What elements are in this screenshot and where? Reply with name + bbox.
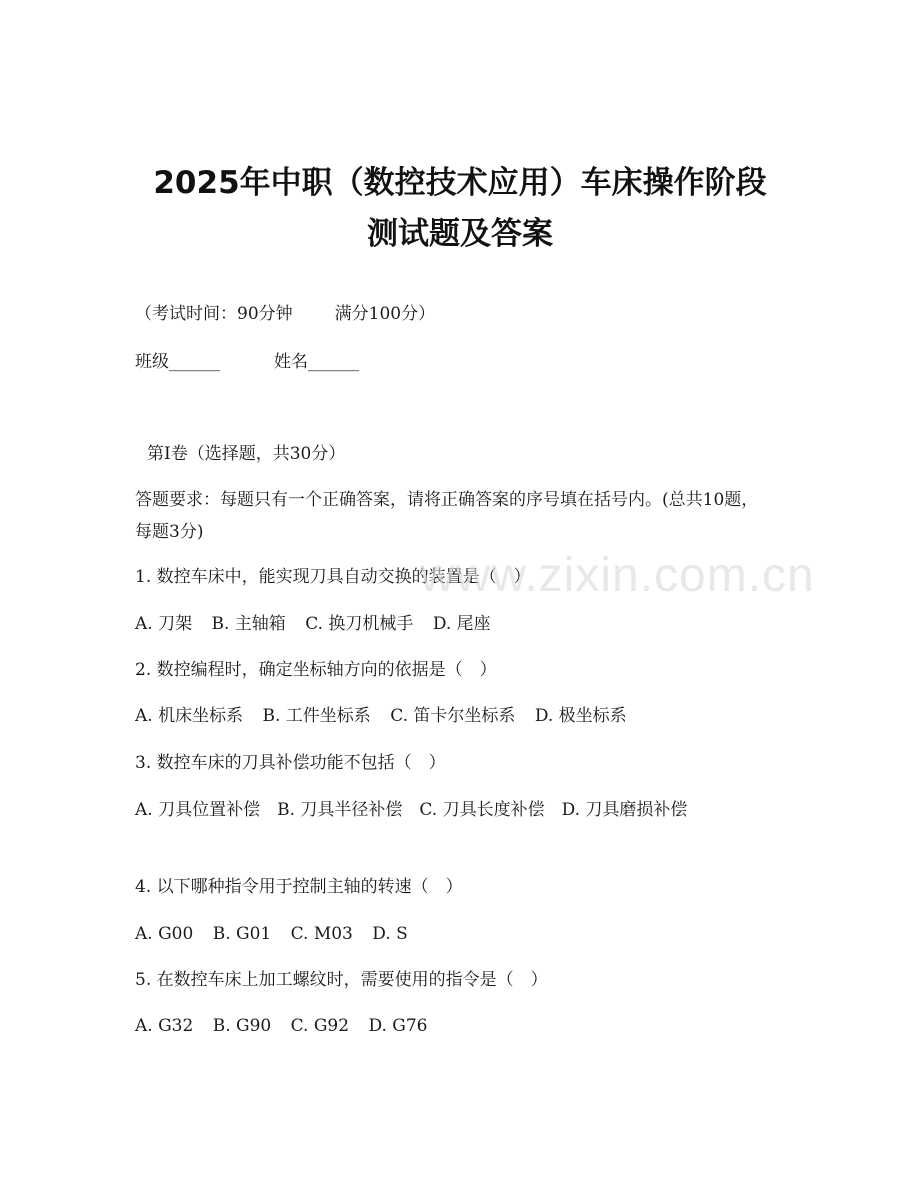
watermark: www.zixin.com.cn	[420, 549, 815, 602]
option-c: C. M03	[290, 924, 353, 944]
option-c: C. 笛卡尔坐标系	[390, 706, 516, 726]
option-a: A. G00	[135, 924, 194, 944]
class-field-label: 班级______	[135, 352, 220, 372]
option-b: B. 主轴箱	[211, 614, 286, 634]
question-5-options	[135, 1015, 795, 1037]
exam-full-score: 满分100分）	[334, 304, 436, 324]
exam-info	[135, 303, 795, 325]
question-1-stem: 1. 数控车床中，能实现刀具自动交换的装置是（ ）	[135, 567, 531, 587]
question-3-options: A. 刀具位置补偿 B. 刀具半径补偿 C. 刀具长度补偿 D. 刀具磨损补偿	[135, 800, 688, 820]
student-info	[135, 351, 795, 373]
section-heading: 第Ⅰ卷（选择题，共30分）	[147, 444, 346, 464]
question-3-stem: 3. 数控车床的刀具补偿功能不包括（ ）	[135, 753, 446, 773]
instructions: 答题要求：每题只有一个正确答案，请将正确答案的序号填在括号内。(总共10题，每题3分)	[135, 490, 759, 542]
option-b: B. 工件坐标系	[262, 706, 371, 726]
question-4-options	[135, 923, 795, 945]
question-2-stem: 2. 数控编程时，确定坐标轴方向的依据是（ ）	[135, 660, 497, 680]
question-5-stem: 5. 在数控车床上加工螺纹时，需要使用的指令是（ ）	[135, 970, 548, 990]
option-b: B. G90	[212, 1016, 272, 1036]
option-d: D. 尾座	[432, 614, 491, 634]
option-c: C. 换刀机械手	[305, 614, 414, 634]
question-2-options	[135, 705, 795, 727]
option-d: D. 极坐标系	[534, 706, 627, 726]
option-a: A. 刀架	[135, 614, 193, 634]
option-a: A. G32	[135, 1016, 194, 1036]
document-title-line2: 测试题及答案	[367, 216, 553, 252]
name-field-label: 姓名______	[274, 352, 359, 372]
option-d: D. G76	[368, 1016, 428, 1036]
option-b: B. G01	[212, 924, 272, 944]
document-title-line1: 2025年中职（数控技术应用）车床操作阶段	[153, 165, 767, 201]
question-4-stem: 4. 以下哪种指令用于控制主轴的转速（ ）	[135, 877, 463, 897]
option-a: A. 机床坐标系	[135, 706, 244, 726]
option-d: D. S	[372, 924, 408, 944]
exam-time: （考试时间：90分钟	[135, 304, 293, 324]
option-c: C. G92	[290, 1016, 350, 1036]
question-1-options	[135, 613, 795, 635]
